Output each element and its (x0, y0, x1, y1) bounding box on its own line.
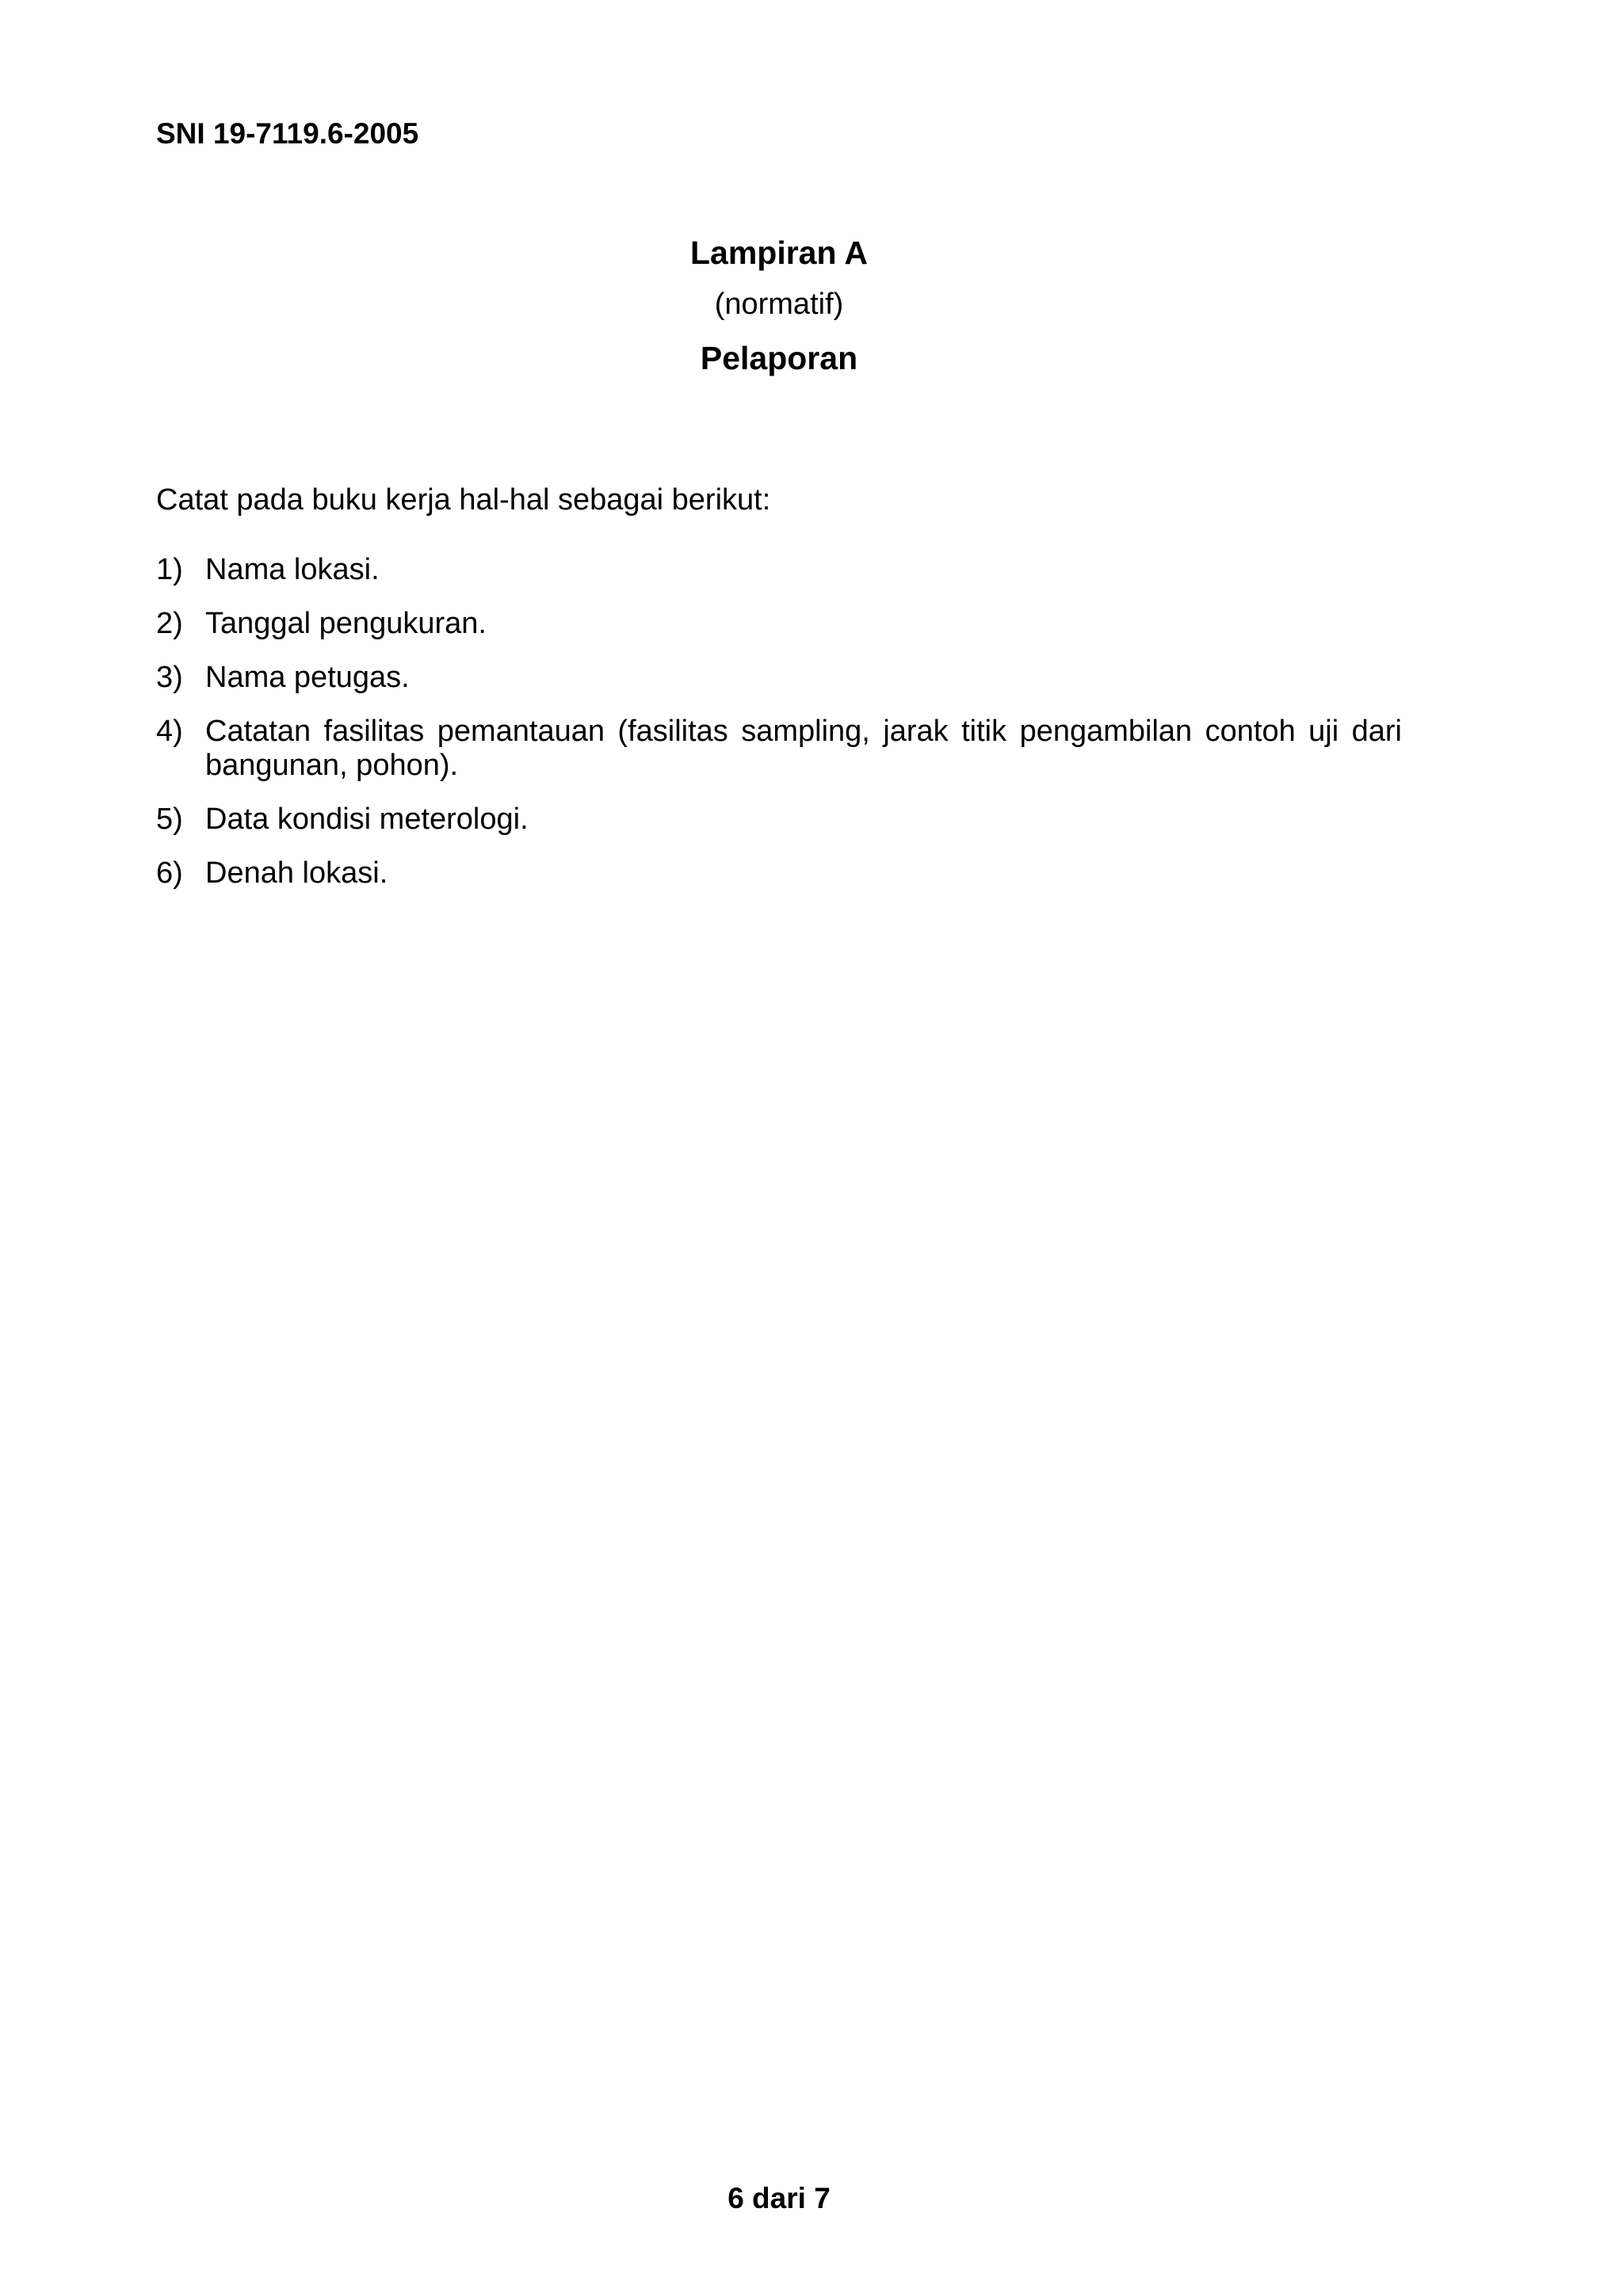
annex-heading: Pelaporan (700, 340, 858, 376)
numbered-list (156, 553, 1402, 910)
list-item-text: Nama lokasi. (205, 553, 380, 586)
list-item-number: 5) (156, 803, 183, 836)
document-code: SNI 19-7119.6-2005 (156, 117, 419, 150)
annex-title: Lampiran A (689, 235, 869, 271)
list-item (156, 607, 1402, 641)
intro-paragraph: Catat pada buku kerja hal-hal sebagai berikut: (156, 483, 771, 517)
list-item-text: Catatan fasilitas pemantauan (fasilitas sampling, jarak titik pengambilan contoh uji dari bangunan, pohon). (205, 715, 1402, 782)
list-item-number: 1) (156, 553, 183, 586)
list-item-text: Nama petugas. (205, 661, 410, 694)
list-item (156, 553, 1402, 587)
list-item (156, 856, 1402, 891)
list-item-number: 2) (156, 607, 183, 640)
list-item-number: 4) (156, 715, 183, 748)
list-item-text: Data kondisi meterologi. (205, 803, 529, 836)
page-number: 6 dari 7 (727, 2182, 831, 2214)
list-item-text: Tanggal pengukuran. (205, 607, 487, 640)
list-item-number: 3) (156, 661, 183, 694)
list-item (156, 803, 1402, 837)
list-item-text: Denah lokasi. (205, 856, 388, 890)
annex-type: (normatif) (714, 288, 844, 321)
list-item-number: 6) (156, 856, 183, 890)
list-item (156, 661, 1402, 695)
list-item (156, 715, 1402, 783)
